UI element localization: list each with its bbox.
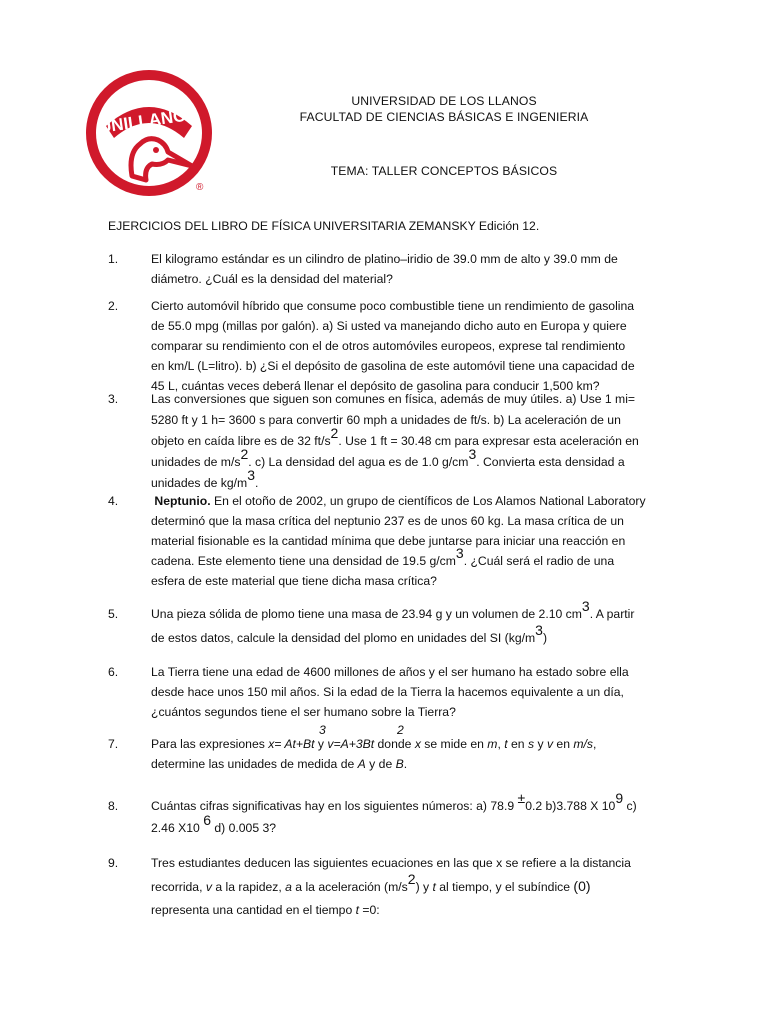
exercise-number: 5.: [108, 607, 119, 621]
exercise-number: 9.: [108, 856, 119, 870]
exercise-1: [108, 249, 668, 289]
exercise-line: 2.46 X10 $^6$ d) 0.005 3?: [151, 812, 277, 835]
exercise-line: comparar su rendimiento con el de otros automóviles europeos, exprese tal rendimiento: [151, 339, 626, 353]
exercise-line: de estos datos, calcule la densidad del plomo en unidades del SI $(kg/m^3)$: [151, 622, 548, 645]
exercise-line: El kilogramo estándar es un cilindro de platino–iridio de 39.0 mm de alto y 39.0 mm de: [151, 252, 618, 266]
exercise-line: Para las expresiones x= At+Bt y v=A+3Bt donde x se mide en m, t en s y v en m/s,: [151, 737, 597, 751]
exercise-line: Cuántas cifras significativas hay en los siguientes números: a) 78.9 ±0.2 b)3.788 X $10^9$ c): [151, 790, 637, 813]
exercise-3: [108, 389, 668, 494]
exercise-line: La Tierra tiene una edad de 4600 millones de años y el ser humano ha estado sobre ella: [151, 665, 629, 679]
university-name: UNIVERSIDAD DE LOS LLANOS: [351, 94, 537, 108]
exercise-line: unidades de $kg/m^3$.: [151, 467, 259, 490]
exercise-number: 6.: [108, 665, 119, 679]
exercise-4: [108, 491, 668, 591]
registered-mark: ®: [196, 182, 204, 193]
exercise-9: [108, 852, 668, 922]
exercise-line: 5280 ft y 1 h= 3600 s para convertir 60 mph a unidades de ft/s. b) La aceleración de un: [151, 413, 621, 427]
exercise-line: Las conversiones que siguen son comunes en física, además de muy útiles. a) Use 1 mi=: [151, 392, 636, 406]
exercise-7: [108, 723, 668, 774]
faculty-name: FACULTAD DE CIENCIAS BÁSICAS E INGENIERIA: [299, 110, 589, 124]
exercise-line: cadena. Este elemento tiene una densidad de 19.5 $g/cm^3$. ¿Cuál será el radio de una: [151, 545, 615, 568]
exercise-5: [108, 598, 668, 650]
exercise-line: determine las unidades de medida de A y de B.: [151, 757, 408, 771]
exercise-line: recorrida, v a la rapidez, a a la aceleración $(m/s^2)$ y t al tiempo, y el subíndice (0): [151, 871, 591, 894]
unillanos-logo: [84, 68, 214, 198]
exercise-line: representa una cantidad en el tiempo t =0:: [151, 903, 380, 917]
exercise-line: Cierto automóvil híbrido que consume poco combustible tiene un rendimiento de gasolina: [151, 299, 635, 313]
intro-line: EJERCICIOS DEL LIBRO DE FÍSICA UNIVERSITARIA ZEMANSKY Edición 12.: [108, 219, 540, 233]
exercise-number: 1.: [108, 252, 119, 266]
exercise-line: en km/L (L=litro). b) ¿Si el depósito de gasolina de este automóvil tiene una capacidad de: [151, 359, 635, 373]
exercise-line: desde hace unos 150 mil años. Si la edad de la Tierra la hacemos equivalente a un día,: [151, 685, 624, 699]
exercise-line: material fisionable es la cantidad mínima que debe juntarse para iniciar una reacción en: [151, 534, 626, 548]
exercise-line: Tres estudiantes deducen las siguientes ecuaciones en las que x se refiere a la distancia: [151, 856, 631, 870]
exercise-number: 8.: [108, 799, 119, 813]
exercise-2: [108, 296, 668, 396]
exercise-line: determinó que la masa crítica del neptunio 237 es de unos 60 kg. La masa crítica de un: [151, 514, 624, 528]
exercise-number: 2.: [108, 299, 119, 313]
exercise-line: Neptunio. En el otoño de 2002, un grupo de científicos de Los Alamos National Laboratory: [154, 494, 646, 508]
exercise-8: [108, 790, 668, 839]
exercise-line: objeto en caída libre es de 32 $ft/s^2$. Use 1 ft = 30.48 cm para expresar esta aceleración en: [151, 425, 639, 448]
exercise-line: Una pieza sólida de plomo tiene una masa de 23.94 g y un volumen de 2.10 $cm^3$. A partir: [151, 598, 635, 621]
exercise-6: [108, 662, 668, 722]
logo-text: UNILLANOS: [97, 104, 199, 137]
exercise-line: ¿cuántos segundos tiene el ser humano sobre la Tierra?: [151, 705, 456, 719]
exercise-line: 45 L, cuántas veces deberá llenar el depósito de gasolina para conducir 1,500 km?: [151, 379, 600, 393]
exercise-line: de 55.0 mpg (millas por galón). a) Si usted va manejando dicho auto en Europa y quiere: [151, 319, 627, 333]
exercise-line: esfera de este material que tiene dicha masa crítica?: [151, 574, 437, 588]
exercise-number: 7.: [108, 737, 119, 751]
exercise-line: unidades de $m/s^2$. c) La densidad del agua es de 1.0 $g/cm^3$. Convierta esta densidad a: [151, 446, 625, 469]
exercise-number: 3.: [108, 392, 119, 406]
exercise-number: 4.: [108, 494, 119, 508]
exercise-line: diámetro. ¿Cuál es la densidad del material?: [151, 272, 393, 286]
topic-title: TEMA: TALLER CONCEPTOS BÁSICOS: [330, 164, 558, 178]
exponent-2: 2: [397, 723, 404, 737]
exponent-3: 3: [319, 723, 326, 737]
